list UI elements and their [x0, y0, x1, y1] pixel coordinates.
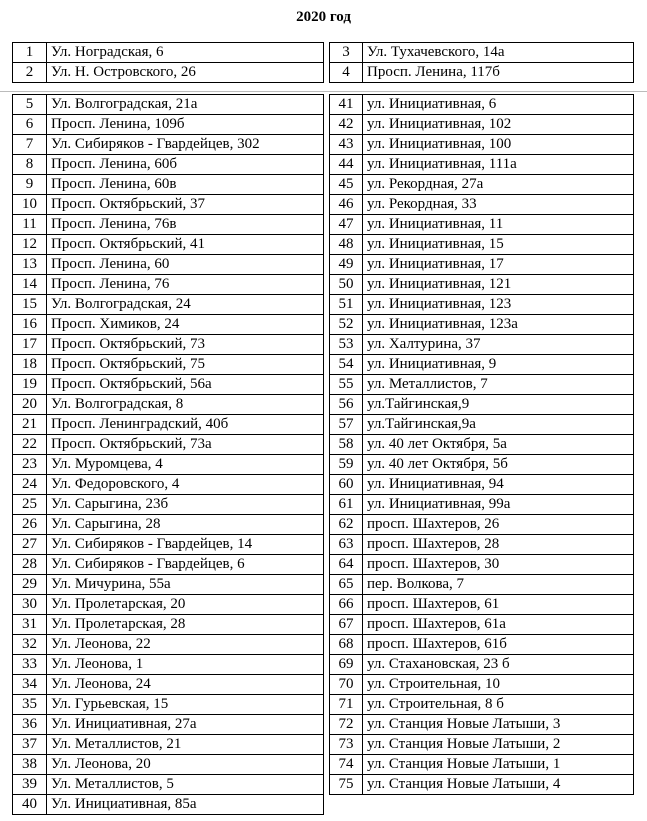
- table-row: [13, 455, 324, 475]
- row-address: Просп. Октябрьский, 73а: [47, 435, 324, 455]
- row-number: 37: [13, 735, 47, 755]
- row-number: 52: [330, 315, 363, 335]
- table-row: [330, 715, 634, 735]
- table-row: [13, 295, 324, 315]
- row-address: Просп. Ленина, 109б: [47, 115, 324, 135]
- row-address: ул. Инициативная, 15: [363, 235, 634, 255]
- row-number: 61: [330, 495, 363, 515]
- top-left-table: [12, 42, 324, 83]
- row-address: Ул. Сибиряков - Гвардейцев, 14: [47, 535, 324, 555]
- table-row: [330, 335, 634, 355]
- row-address: Просп. Октябрьский, 37: [47, 195, 324, 215]
- table-row: [13, 655, 324, 675]
- table-row: [13, 495, 324, 515]
- row-number: 42: [330, 115, 363, 135]
- table-row: [330, 95, 634, 115]
- row-number: 11: [13, 215, 47, 235]
- row-address: ул. Инициативная, 99а: [363, 495, 634, 515]
- row-number: 62: [330, 515, 363, 535]
- row-number: 12: [13, 235, 47, 255]
- table-row: [13, 335, 324, 355]
- table-row: [330, 615, 634, 635]
- row-address: Просп. Октябрьский, 41: [47, 235, 324, 255]
- table-row: [13, 235, 324, 255]
- table-row: [330, 63, 634, 83]
- row-number: 51: [330, 295, 363, 315]
- row-address: ул.Тайгинская,9: [363, 395, 634, 415]
- row-number: 14: [13, 275, 47, 295]
- row-number: 10: [13, 195, 47, 215]
- table-row: [13, 215, 324, 235]
- top-right-table: [329, 42, 634, 83]
- row-address: ул. Рекордная, 27а: [363, 175, 634, 195]
- table-row: [330, 215, 634, 235]
- table-row: [13, 795, 324, 815]
- table-row: [330, 355, 634, 375]
- table-row: [330, 43, 634, 63]
- row-number: 43: [330, 135, 363, 155]
- row-number: 72: [330, 715, 363, 735]
- table-row: [330, 695, 634, 715]
- row-address: Ул. Сибиряков - Гвардейцев, 302: [47, 135, 324, 155]
- row-number: 17: [13, 335, 47, 355]
- table-row: [13, 95, 324, 115]
- row-address: Ул. Сибиряков - Гвардейцев, 6: [47, 555, 324, 575]
- row-number: 25: [13, 495, 47, 515]
- table-row: [330, 735, 634, 755]
- table-row: [13, 395, 324, 415]
- row-address: просп. Шахтеров, 61: [363, 595, 634, 615]
- table-row: [13, 375, 324, 395]
- row-number: 58: [330, 435, 363, 455]
- row-number: 39: [13, 775, 47, 795]
- table-row: [13, 535, 324, 555]
- row-number: 44: [330, 155, 363, 175]
- row-address: Ул. Волгоградская, 24: [47, 295, 324, 315]
- row-number: 63: [330, 535, 363, 555]
- row-address: Ул. Леонова, 1: [47, 655, 324, 675]
- table-row: [13, 275, 324, 295]
- row-address: просп. Шахтеров, 61а: [363, 615, 634, 635]
- table-row: [13, 475, 324, 495]
- table-row: [13, 115, 324, 135]
- row-number: 32: [13, 635, 47, 655]
- row-number: 2: [13, 63, 47, 83]
- row-address: Ул. Леонова, 22: [47, 635, 324, 655]
- row-address: ул. Халтурина, 37: [363, 335, 634, 355]
- row-address: ул. Инициативная, 123: [363, 295, 634, 315]
- row-number: 18: [13, 355, 47, 375]
- table-row: [13, 255, 324, 275]
- row-address: ул. Станция Новые Латыши, 2: [363, 735, 634, 755]
- row-number: 16: [13, 315, 47, 335]
- row-address: Просп. Октябрьский, 73: [47, 335, 324, 355]
- row-address: Ул. Муромцева, 4: [47, 455, 324, 475]
- table-row: [330, 255, 634, 275]
- table-row: [330, 515, 634, 535]
- table-row: [330, 195, 634, 215]
- row-address: Ул. Леонова, 20: [47, 755, 324, 775]
- row-number: 22: [13, 435, 47, 455]
- row-address: Ул. Металлистов, 21: [47, 735, 324, 755]
- table-row: [330, 435, 634, 455]
- row-number: 19: [13, 375, 47, 395]
- row-address: Ул. Тухачевского, 14а: [363, 43, 634, 63]
- table-row: [330, 475, 634, 495]
- row-address: ул. Инициативная, 121: [363, 275, 634, 295]
- row-number: 60: [330, 475, 363, 495]
- table-row: [330, 175, 634, 195]
- row-address: Просп. Октябрьский, 75: [47, 355, 324, 375]
- left-address-table: [12, 94, 324, 815]
- row-address: Просп. Ленина, 76в: [47, 215, 324, 235]
- row-number: 49: [330, 255, 363, 275]
- row-number: 67: [330, 615, 363, 635]
- row-number: 31: [13, 615, 47, 635]
- table-row: [13, 755, 324, 775]
- row-address: ул. Инициативная, 6: [363, 95, 634, 115]
- row-number: 74: [330, 755, 363, 775]
- table-row: [13, 715, 324, 735]
- row-number: 40: [13, 795, 47, 815]
- row-address: пер. Волкова, 7: [363, 575, 634, 595]
- row-address: ул. Металлистов, 7: [363, 375, 634, 395]
- row-address: ул. Стахановская, 23 б: [363, 655, 634, 675]
- row-number: 68: [330, 635, 363, 655]
- table-row: [330, 415, 634, 435]
- table-row: [13, 175, 324, 195]
- row-number: 69: [330, 655, 363, 675]
- row-number: 26: [13, 515, 47, 535]
- row-number: 9: [13, 175, 47, 195]
- row-address: Просп. Ленинградский, 40б: [47, 415, 324, 435]
- row-number: 64: [330, 555, 363, 575]
- row-address: ул. Инициативная, 11: [363, 215, 634, 235]
- section-divider: [0, 91, 647, 92]
- row-address: Ул. Инициативная, 85а: [47, 795, 324, 815]
- table-row: [13, 515, 324, 535]
- row-number: 48: [330, 235, 363, 255]
- row-number: 47: [330, 215, 363, 235]
- table-row: [330, 495, 634, 515]
- row-number: 75: [330, 775, 363, 795]
- row-address: просп. Шахтеров, 30: [363, 555, 634, 575]
- row-number: 13: [13, 255, 47, 275]
- table-row: [330, 635, 634, 655]
- table-row: [330, 295, 634, 315]
- row-address: ул. Инициативная, 17: [363, 255, 634, 275]
- row-address: Ул. Мичурина, 55а: [47, 575, 324, 595]
- table-row: [13, 575, 324, 595]
- row-address: ул. 40 лет Октября, 5а: [363, 435, 634, 455]
- table-row: [330, 115, 634, 135]
- row-number: 56: [330, 395, 363, 415]
- row-address: Просп. Ленина, 117б: [363, 63, 634, 83]
- table-row: [330, 455, 634, 475]
- table-row: [13, 435, 324, 455]
- table-row: [330, 275, 634, 295]
- table-row: [330, 575, 634, 595]
- row-number: 23: [13, 455, 47, 475]
- table-row: [330, 395, 634, 415]
- row-number: 46: [330, 195, 363, 215]
- row-number: 66: [330, 595, 363, 615]
- table-row: [13, 615, 324, 635]
- row-number: 70: [330, 675, 363, 695]
- row-address: ул. Станция Новые Латыши, 4: [363, 775, 634, 795]
- row-number: 30: [13, 595, 47, 615]
- row-address: ул. Рекордная, 33: [363, 195, 634, 215]
- row-number: 29: [13, 575, 47, 595]
- row-address: ул. 40 лет Октября, 5б: [363, 455, 634, 475]
- row-number: 36: [13, 715, 47, 735]
- row-address: ул. Строительная, 10: [363, 675, 634, 695]
- table-row: [13, 135, 324, 155]
- page-title: 2020 год: [296, 9, 351, 25]
- row-address: ул. Инициативная, 94: [363, 475, 634, 495]
- table-row: [13, 415, 324, 435]
- table-row: [13, 315, 324, 335]
- row-address: Просп. Ленина, 60б: [47, 155, 324, 175]
- row-number: 53: [330, 335, 363, 355]
- table-row: [330, 675, 634, 695]
- row-number: 38: [13, 755, 47, 775]
- table-row: [330, 135, 634, 155]
- table-row: [13, 155, 324, 175]
- row-address: ул. Инициативная, 111а: [363, 155, 634, 175]
- table-row: [330, 655, 634, 675]
- row-address: Просп. Октябрьский, 56а: [47, 375, 324, 395]
- row-address: Ул. Сарыгина, 28: [47, 515, 324, 535]
- row-address: ул. Станция Новые Латыши, 3: [363, 715, 634, 735]
- table-row: [330, 595, 634, 615]
- row-number: 71: [330, 695, 363, 715]
- row-address: Ул. Металлистов, 5: [47, 775, 324, 795]
- row-address: Просп. Ленина, 60в: [47, 175, 324, 195]
- row-number: 15: [13, 295, 47, 315]
- row-address: Просп. Ленина, 76: [47, 275, 324, 295]
- row-address: Ул. Волгоградская, 8: [47, 395, 324, 415]
- row-number: 1: [13, 43, 47, 63]
- row-address: Ул. Сарыгина, 23б: [47, 495, 324, 515]
- table-row: [13, 675, 324, 695]
- row-number: 57: [330, 415, 363, 435]
- row-number: 55: [330, 375, 363, 395]
- row-address: Ул. Н. Островского, 26: [47, 63, 324, 83]
- row-number: 3: [330, 43, 363, 63]
- table-row: [13, 595, 324, 615]
- right-address-table: [329, 94, 634, 795]
- row-number: 20: [13, 395, 47, 415]
- table-row: [13, 355, 324, 375]
- row-address: ул. Инициативная, 9: [363, 355, 634, 375]
- row-number: 54: [330, 355, 363, 375]
- table-row: [330, 775, 634, 795]
- row-address: ул. Станция Новые Латыши, 1: [363, 755, 634, 775]
- row-address: ул. Инициативная, 102: [363, 115, 634, 135]
- row-number: 50: [330, 275, 363, 295]
- row-address: просп. Шахтеров, 26: [363, 515, 634, 535]
- row-address: ул. Инициативная, 100: [363, 135, 634, 155]
- row-number: 7: [13, 135, 47, 155]
- table-row: [13, 635, 324, 655]
- row-number: 6: [13, 115, 47, 135]
- table-row: [330, 555, 634, 575]
- table-row: [13, 63, 324, 83]
- table-row: [330, 155, 634, 175]
- row-number: 41: [330, 95, 363, 115]
- row-number: 4: [330, 63, 363, 83]
- table-row: [330, 375, 634, 395]
- row-number: 21: [13, 415, 47, 435]
- row-number: 28: [13, 555, 47, 575]
- row-number: 35: [13, 695, 47, 715]
- row-address: Ул. Пролетарская, 20: [47, 595, 324, 615]
- row-address: Просп. Химиков, 24: [47, 315, 324, 335]
- row-address: ул.Тайгинская,9а: [363, 415, 634, 435]
- row-address: просп. Шахтеров, 61б: [363, 635, 634, 655]
- table-row: [13, 775, 324, 795]
- table-row: [330, 315, 634, 335]
- table-row: [13, 735, 324, 755]
- row-address: Просп. Ленина, 60: [47, 255, 324, 275]
- row-number: 73: [330, 735, 363, 755]
- row-number: 45: [330, 175, 363, 195]
- row-address: ул. Инициативная, 123а: [363, 315, 634, 335]
- row-address: Ул. Пролетарская, 28: [47, 615, 324, 635]
- row-number: 65: [330, 575, 363, 595]
- row-address: Ул. Инициативная, 27а: [47, 715, 324, 735]
- row-address: Ул. Ноградская, 6: [47, 43, 324, 63]
- row-number: 59: [330, 455, 363, 475]
- row-address: просп. Шахтеров, 28: [363, 535, 634, 555]
- table-row: [330, 235, 634, 255]
- row-address: Ул. Волгоградская, 21а: [47, 95, 324, 115]
- row-number: 34: [13, 675, 47, 695]
- row-number: 27: [13, 535, 47, 555]
- table-row: [13, 695, 324, 715]
- row-number: 5: [13, 95, 47, 115]
- table-row: [330, 755, 634, 775]
- table-row: [13, 555, 324, 575]
- row-number: 24: [13, 475, 47, 495]
- row-address: Ул. Федоровского, 4: [47, 475, 324, 495]
- row-address: Ул. Гурьевская, 15: [47, 695, 324, 715]
- row-number: 33: [13, 655, 47, 675]
- row-number: 8: [13, 155, 47, 175]
- table-row: [13, 43, 324, 63]
- table-row: [13, 195, 324, 215]
- row-address: Ул. Леонова, 24: [47, 675, 324, 695]
- row-address: ул. Строительная, 8 б: [363, 695, 634, 715]
- table-row: [330, 535, 634, 555]
